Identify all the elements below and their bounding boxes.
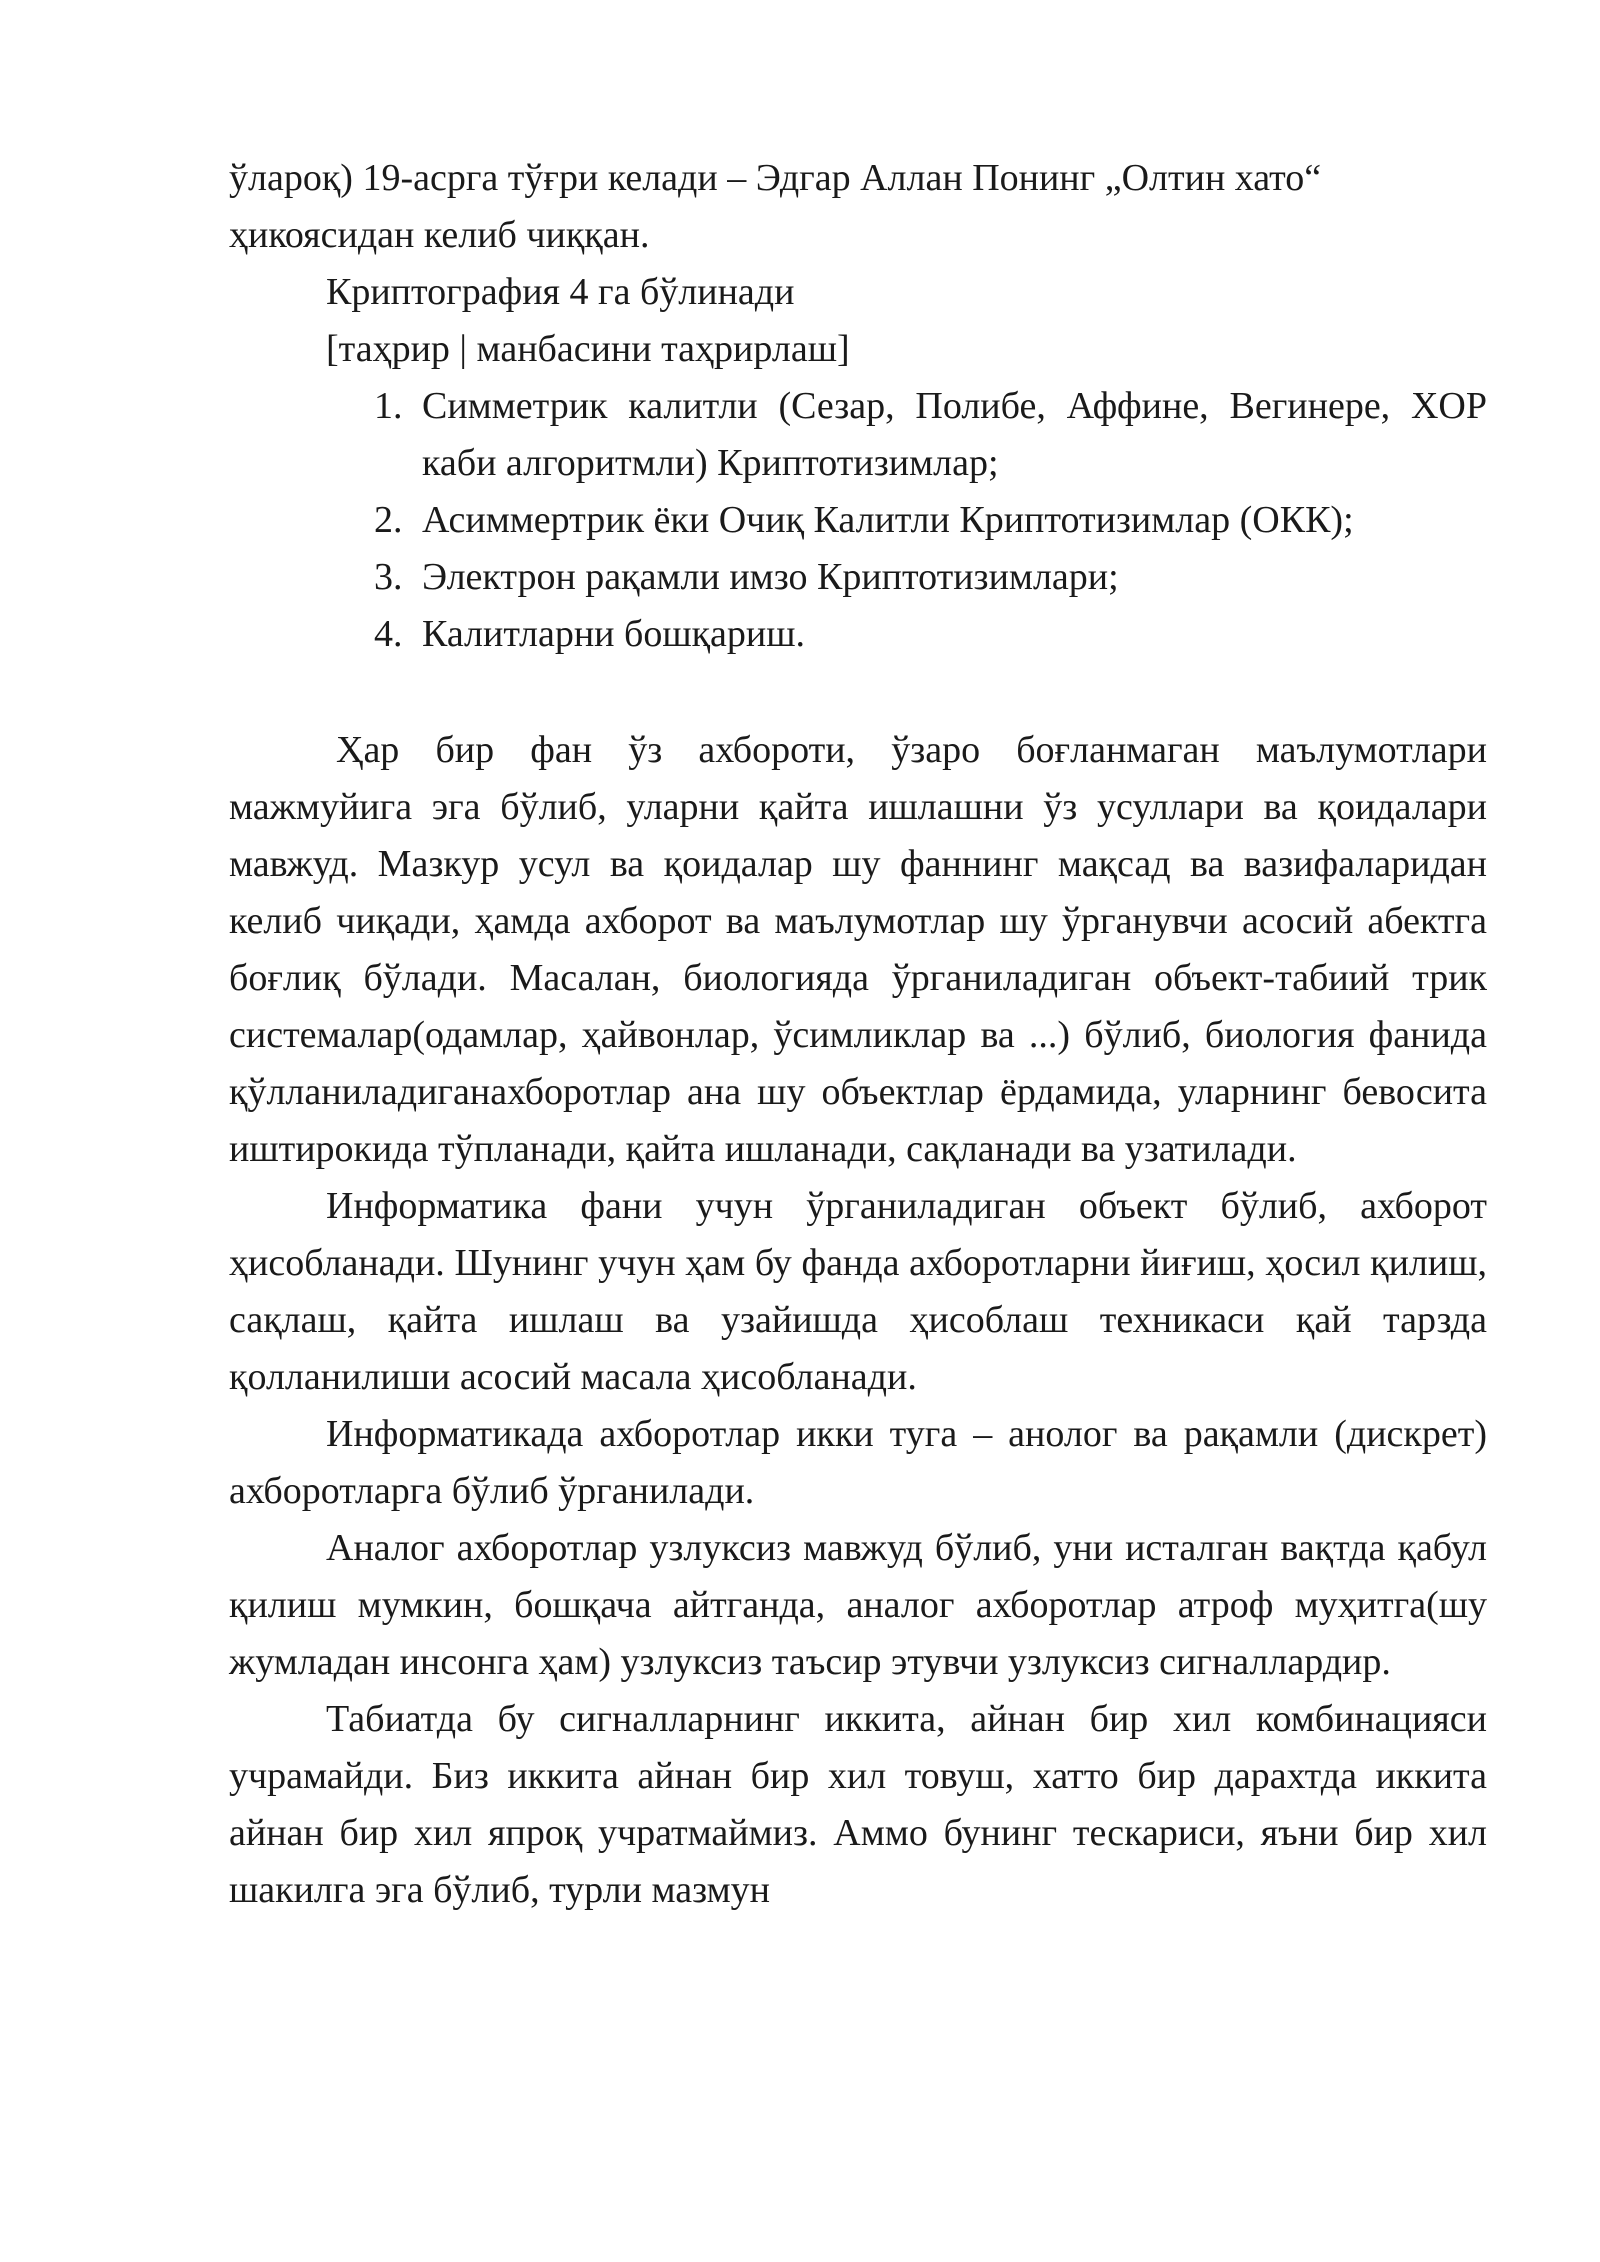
list-item	[229, 606, 1487, 663]
list-item-text: Электрон рақамли имзо Криптотизимлари;	[422, 556, 1119, 598]
list-item-text: Асиммертрик ёки Очиқ Калитли Криптотизимлар (ОКК);	[422, 499, 1354, 541]
list-item	[229, 378, 1487, 492]
body-section	[229, 722, 1487, 1919]
list-number: 1.	[374, 385, 403, 427]
section-heading: Криптография 4 га бўлинади	[326, 271, 795, 313]
list-item-text: Калитларни бошқариш.	[422, 613, 806, 655]
edit-links[interactable]: [таҳрир | манбасини таҳрирлаш]	[326, 328, 850, 370]
list-number: 3.	[374, 556, 403, 598]
intro-section	[229, 150, 1487, 663]
list-item-text: Симметрик калитли (Сезар, Полибе, Аффине, Вегинере, XOР каби алгоритмли) Криптотизимлар;	[422, 385, 1487, 484]
body-paragraph: Ҳар бир фан ўз ахбороти, ўзаро боғланмаган маълумотлари мажмуйига эга бўлиб, уларни қайта ишлашни ўз усуллари ва қоидалари мавжуд. Мазкур усул ва қоидалар шу фаннинг мақсад ва вазифаларидан келиб чиқади, ҳамда ахборот ва маълумотлар шу ўрганувчи асосий абектга боғлиқ бўлади. Масалан, биологияда ўрганиладиган объект-табиий трик системалар(одамлар, ҳайвонлар, ўсимликлар ва ...) бўлиб, биология фанида қўлланиладиганахборотлар ана шу объектлар ёрдамида, уларнинг бевосита иштирокида тўпланади, қайта ишланади, сақланади ва узатилади.	[229, 729, 1487, 1170]
body-paragraph: Информатика фани учун ўрганиладиган объект бўлиб, ахборот ҳисобланади. Шунинг учун ҳам бу фанда ахборотларни йиғиш, ҳосил қилиш, сақлаш, қайта ишлаш ва узайишда ҳисоблаш техникаси қай тарзда қолланилиши асосий масала ҳисобланади.	[229, 1185, 1487, 1398]
body-paragraph: Информатикада ахборотлар икки туга – анолог ва рақамли (дискрет) ахборотларга бўлиб ўрганилади.	[229, 1413, 1487, 1512]
list-number: 4.	[374, 613, 403, 655]
list-item	[229, 492, 1487, 549]
body-paragraph: Табиатда бу сигналларнинг иккита, айнан бир хил комбинацияси учрамайди. Биз иккита айнан бир хил товуш, хатто бир дарахтда иккита айнан бир хил япроқ учратмаймиз. Аммо бунинг тескариси, яъни бир хил шакилга эга бўлиб, турли мазмун	[229, 1698, 1487, 1911]
intro-paragraph: ўлароқ) 19-асрга тўғри келади – Эдгар Аллан Понинг „Олтин хато“ ҳикоясидан келиб чиққан.	[229, 157, 1322, 256]
list-item	[229, 549, 1487, 606]
body-paragraph: Аналог ахборотлар узлуксиз мавжуд бўлиб, уни исталган вақтда қабул қилиш мумкин, бошқача айтганда, аналог ахборотлар атроф муҳитга(шу жумладан инсонга ҳам) узлуксиз таъсир этувчи узлуксиз сигналлардир.	[229, 1527, 1487, 1683]
list-number: 2.	[374, 499, 403, 541]
crypto-list	[229, 378, 1487, 663]
